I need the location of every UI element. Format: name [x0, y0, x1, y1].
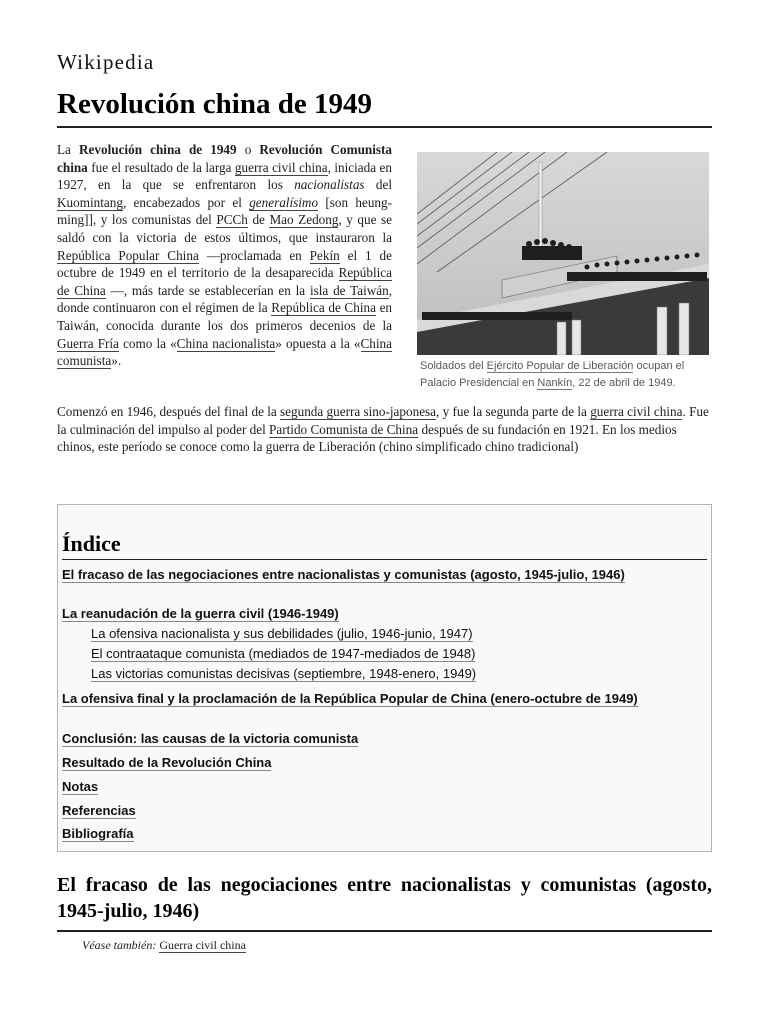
wikipedia-wordmark[interactable]: Wikipedia [57, 50, 155, 74]
link-kuomintang[interactable]: Kuomintang [57, 194, 123, 210]
link-guerra-fria[interactable]: Guerra Fría [57, 335, 119, 351]
see-also-note [82, 938, 246, 953]
intro-paragraph: La Revolución china de 1949 o Revolución Comunista china fue el resultado de la larga guerra civil china, iniciada en 1927, en la que se enfrentaron los nacionalistas del Kuomintang, encabezados por el generalísimo [son heung-ming]], y los comunistas del PCCh de Mao Zedong, y que se saldó con la victoria de estos últimos, que instauraron la República Popular China —proclamada en Pekín el 1 de octubre de 1949 en el territorio de la desaparecida República de China —, más tarde se establecerían en la isla de Taiwán, donde continuaron con el régimen de la República de China en Taiwán, conocida durante los dos primeros decenios de la Guerra Fría como la «China nacionalista» opuesta a la «China comunista». [57, 142, 393, 369]
toc-item[interactable]: El fracaso de las negociaciones entre nacionalistas y comunistas (agosto, 1945-julio, 1946) [62, 567, 625, 582]
photo-soldiers-presidential-palace [417, 152, 709, 355]
link-pcch[interactable]: PCCh [216, 212, 248, 228]
toc-item[interactable]: Referencias [62, 803, 136, 818]
photo-caption: Soldados del Ejército Popular de Liberación ocupan el Palacio Presidencial en Nankín, 22 de abril de 1949. [420, 360, 685, 389]
link-see-also-guerra-civil-china[interactable]: Guerra civil china [159, 938, 246, 952]
link-mao-zedong[interactable]: Mao Zedong [269, 212, 339, 228]
bold-term: Revolución china de 1949 [79, 142, 237, 157]
toc-divider [62, 559, 707, 560]
toc-item[interactable]: Bibliografía [62, 826, 134, 841]
link-nankin[interactable]: Nankín [537, 377, 573, 389]
second-paragraph: Comenzó en 1946, después del final de la segunda guerra sino-japonesa, y fue la segunda parte de la guerra civil china. Fue la culminación del impulso al poder del Partido Comunista de China después de su fundación en 1921. En los medios chinos, este período se conoce como la guerra de Liberación (chino simplificado chino tradicional) [57, 404, 709, 455]
toc-item[interactable]: Notas [62, 779, 99, 794]
toc-subitem[interactable]: El contraataque comunista (mediados de 1947-mediados de 1948) [91, 646, 476, 661]
infobox-photo[interactable] [417, 152, 709, 355]
toc-item[interactable]: La ofensiva final y la proclamación de la República Popular de China (enero-octubre de 1949) [62, 691, 638, 706]
toc-item[interactable]: La reanudación de la guerra civil (1946-1949) [62, 606, 339, 621]
toc-subitem[interactable]: Las victorias comunistas decisivas (septiembre, 1948-enero, 1949) [91, 666, 477, 681]
link-republica-de-china[interactable]: República de China [57, 265, 392, 298]
toc-title: Índice [62, 531, 121, 556]
link-republica-popular-china[interactable]: República Popular China [57, 247, 199, 263]
section-divider [57, 930, 712, 932]
see-also-label: Véase también: [82, 938, 157, 952]
toc-subitem[interactable]: La ofensiva nacionalista y sus debilidades (julio, 1946-junio, 1947) [91, 626, 473, 641]
link-china-nacionalista[interactable]: China nacionalista [176, 335, 276, 351]
bold-term: Revolución Comunista china [57, 142, 393, 175]
link-ejercito-popular-liberacion[interactable]: Ejército Popular de Liberación [486, 360, 634, 372]
link-china-comunista[interactable]: China comunista [57, 335, 393, 369]
link-generalisimo[interactable]: generalísimo [249, 194, 319, 210]
italic-nacionalistas: nacionalistas [294, 177, 365, 193]
link-republica-de-china-2[interactable]: República de China [271, 300, 376, 316]
toc-item[interactable]: Conclusión: las causas de la victoria comunista [62, 731, 359, 746]
link-guerra-civil-china[interactable]: guerra civil china [234, 159, 328, 175]
title-divider [57, 126, 712, 128]
link-isla-de-taiwan[interactable]: isla de Taiwán [309, 282, 389, 298]
toc-item[interactable]: Resultado de la Revolución China [62, 755, 272, 770]
page-title: Revolución china de 1949 [57, 88, 372, 120]
section-heading: El fracaso de las negociaciones entre nacionalistas y comunistas (agosto, 1945-julio, 1946) [57, 874, 712, 922]
link-segunda-guerra-sino-japonesa[interactable]: segunda guerra sino-japonesa [280, 404, 437, 419]
table-of-contents [57, 504, 712, 852]
link-partido-comunista-china[interactable]: Partido Comunista de China [269, 421, 419, 437]
link-guerra-civil-china-2[interactable]: guerra civil china [590, 404, 683, 419]
link-pekin[interactable]: Pekín [309, 247, 340, 263]
